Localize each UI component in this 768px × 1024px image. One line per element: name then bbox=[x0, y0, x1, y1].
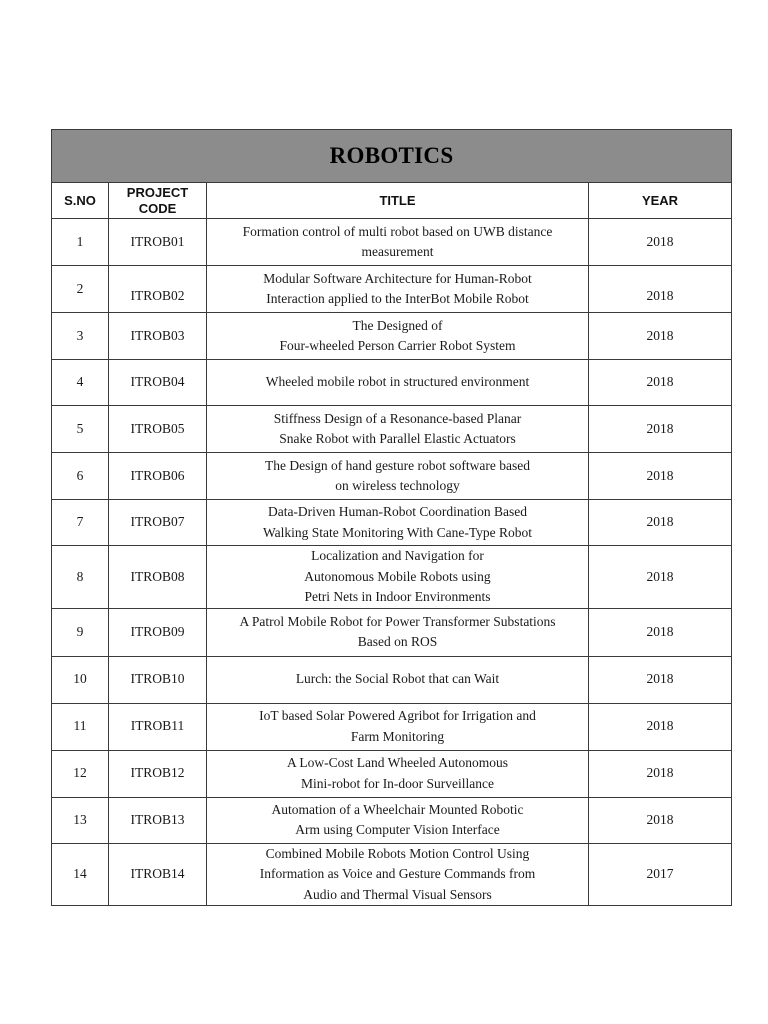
row-project-code: ITROB03 bbox=[109, 313, 207, 360]
table-row bbox=[52, 313, 732, 360]
row-title-line: Farm Monitoring bbox=[350, 728, 445, 744]
row-sno: 8 bbox=[52, 546, 109, 609]
robotics-project-table bbox=[51, 129, 732, 906]
table-row bbox=[52, 797, 732, 843]
table-row bbox=[52, 750, 732, 797]
row-title bbox=[207, 656, 589, 703]
row-sno: 6 bbox=[52, 453, 109, 500]
table-row bbox=[52, 500, 732, 546]
table-row bbox=[52, 453, 732, 500]
row-title-line: Automation of a Wheelchair Mounted Robotic bbox=[271, 801, 524, 817]
table-title-row bbox=[52, 130, 732, 183]
row-year: 2018 bbox=[589, 703, 732, 750]
row-sno: 5 bbox=[52, 406, 109, 453]
table-row bbox=[52, 219, 732, 266]
table-row bbox=[52, 406, 732, 453]
row-project-code: ITROB09 bbox=[109, 608, 207, 656]
row-project-code: ITROB10 bbox=[109, 656, 207, 703]
row-title-line: Information as Voice and Gesture Commands from bbox=[259, 866, 536, 881]
row-title bbox=[207, 266, 589, 313]
project-code-header-line1: PROJECT bbox=[126, 184, 189, 200]
row-title bbox=[207, 608, 589, 656]
row-title-line: IoT based Solar Powered Agribot for Irrigation and bbox=[259, 708, 536, 723]
row-project-code: ITROB11 bbox=[109, 703, 207, 750]
row-sno: 13 bbox=[52, 797, 109, 843]
row-sno: 1 bbox=[52, 219, 109, 266]
table-row bbox=[52, 703, 732, 750]
row-sno: 12 bbox=[52, 750, 109, 797]
row-year: 2018 bbox=[589, 656, 732, 703]
table-row bbox=[52, 656, 732, 703]
row-project-code: ITROB12 bbox=[109, 750, 207, 797]
row-title-line: Combined Mobile Robots Motion Control Using bbox=[265, 845, 530, 861]
row-project-code: ITROB14 bbox=[109, 843, 207, 906]
row-year: 2018 bbox=[589, 500, 732, 546]
row-title bbox=[207, 360, 589, 406]
project-code-header-line2: CODE bbox=[138, 200, 177, 216]
row-title bbox=[207, 750, 589, 797]
row-title-line: Audio and Thermal Visual Sensors bbox=[303, 886, 492, 902]
row-sno: 4 bbox=[52, 360, 109, 406]
row-title-line: Four-wheeled Person Carrier Robot System bbox=[279, 338, 516, 353]
table-heading: ROBOTICS bbox=[52, 130, 732, 183]
row-title-line: Localization and Navigation for bbox=[311, 548, 484, 563]
row-year: 2018 bbox=[589, 313, 732, 360]
row-title-line: Walking State Monitoring With Cane-Type Robot bbox=[262, 524, 533, 540]
row-title bbox=[207, 703, 589, 750]
row-sno: 9 bbox=[52, 608, 109, 656]
row-title-line: Data-Driven Human-Robot Coordination Based bbox=[267, 504, 528, 519]
table-row bbox=[52, 546, 732, 609]
row-title bbox=[207, 313, 589, 360]
table-row bbox=[52, 843, 732, 906]
column-header-project-code bbox=[109, 183, 207, 219]
row-year: 2018 bbox=[589, 797, 732, 843]
row-sno: 3 bbox=[52, 313, 109, 360]
row-title bbox=[207, 797, 589, 843]
row-project-code: ITROB02 bbox=[109, 266, 207, 313]
row-title bbox=[207, 500, 589, 546]
row-title-line: Petri Nets in Indoor Environments bbox=[304, 589, 491, 604]
row-title-line: Wheeled mobile robot in structured environment bbox=[265, 374, 530, 390]
row-project-code: ITROB01 bbox=[109, 219, 207, 266]
row-title bbox=[207, 843, 589, 906]
row-title bbox=[207, 406, 589, 453]
row-title-line: A Patrol Mobile Robot for Power Transformer Substations bbox=[239, 613, 556, 629]
row-title-line: Mini-robot for In-door Surveillance bbox=[300, 775, 495, 791]
row-title-line: Based on ROS bbox=[357, 634, 438, 649]
row-year: 2018 bbox=[589, 608, 732, 656]
row-title-line: Autonomous Mobile Robots using bbox=[304, 568, 491, 584]
table-body bbox=[52, 219, 732, 906]
row-title bbox=[207, 546, 589, 609]
column-header-sno: S.NO bbox=[52, 183, 109, 219]
row-project-code: ITROB06 bbox=[109, 453, 207, 500]
row-year: 2018 bbox=[589, 750, 732, 797]
row-title-line: A Low-Cost Land Wheeled Autonomous bbox=[287, 755, 508, 770]
row-title-line: Stiffness Design of a Resonance-based Planar bbox=[273, 410, 522, 426]
row-sno: 2 bbox=[52, 266, 109, 313]
row-title bbox=[207, 219, 589, 266]
table-row bbox=[52, 608, 732, 656]
row-project-code: ITROB13 bbox=[109, 797, 207, 843]
row-sno: 11 bbox=[52, 703, 109, 750]
row-title-line: The Design of hand gesture robot software based bbox=[264, 457, 531, 473]
row-title bbox=[207, 453, 589, 500]
row-year: 2018 bbox=[589, 219, 732, 266]
row-project-code: ITROB08 bbox=[109, 546, 207, 609]
row-project-code: ITROB04 bbox=[109, 360, 207, 406]
column-header-title: TITLE bbox=[207, 183, 589, 219]
row-year: 2018 bbox=[589, 360, 732, 406]
row-year: 2018 bbox=[589, 546, 732, 609]
row-year: 2018 bbox=[589, 453, 732, 500]
row-project-code: ITROB05 bbox=[109, 406, 207, 453]
row-title-line: Snake Robot with Parallel Elastic Actuators bbox=[279, 431, 516, 446]
row-year: 2018 bbox=[589, 406, 732, 453]
row-title-line: Interaction applied to the InterBot Mobile Robot bbox=[266, 291, 529, 306]
column-header-row bbox=[52, 183, 732, 219]
row-title-line: on wireless technology bbox=[335, 478, 460, 493]
row-project-code: ITROB07 bbox=[109, 500, 207, 546]
row-sno: 14 bbox=[52, 843, 109, 906]
row-title-line: measurement bbox=[361, 244, 434, 259]
row-title-line: Formation control of multi robot based on UWB distance bbox=[242, 223, 553, 239]
row-year: 2017 bbox=[589, 843, 732, 906]
row-title-line: Modular Software Architecture for Human-Robot bbox=[263, 270, 532, 286]
column-header-year: YEAR bbox=[589, 183, 732, 219]
row-sno: 7 bbox=[52, 500, 109, 546]
row-title-line: The Designed of bbox=[352, 317, 443, 333]
table-row bbox=[52, 266, 732, 313]
row-sno: 10 bbox=[52, 656, 109, 703]
row-title-line: Lurch: the Social Robot that can Wait bbox=[295, 671, 500, 687]
row-year: 2018 bbox=[589, 266, 732, 313]
table-row bbox=[52, 360, 732, 406]
row-title-line: Arm using Computer Vision Interface bbox=[295, 822, 500, 837]
